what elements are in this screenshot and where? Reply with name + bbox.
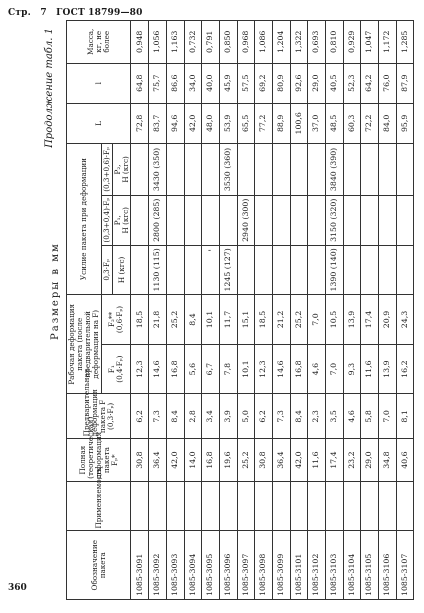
cell-usage <box>308 481 326 531</box>
cell-fp: 29,0 <box>361 439 379 482</box>
cell-l: 69,2 <box>255 63 273 103</box>
cell-L: 94,6 <box>166 103 184 143</box>
cell-p03 <box>184 245 202 295</box>
table-row <box>237 21 255 600</box>
table-row <box>202 21 220 600</box>
cell-p1 <box>131 195 149 245</box>
table-row <box>308 21 326 600</box>
cell-p1 <box>361 195 379 245</box>
cell-f: 3,5 <box>326 394 344 439</box>
cell-m: 0,948 <box>131 21 149 64</box>
cell-l: 64,8 <box>131 63 149 103</box>
col-f2 <box>101 295 131 345</box>
cell-id: 1085-3099 <box>272 531 290 600</box>
table-row <box>184 21 202 600</box>
cell-m: 0,791 <box>202 21 220 64</box>
cell-p03: 1245 (127) <box>219 245 237 295</box>
cell-p2 <box>255 143 273 195</box>
cell-f2: 11,7 <box>219 295 237 345</box>
cell-p03 <box>272 245 290 295</box>
cell-f: 7,3 <box>149 394 167 439</box>
col-force-03: 0,3·Fₚ <box>101 245 112 295</box>
cell-f1: 4,6 <box>308 344 326 394</box>
cell-id: 1085-3096 <box>219 531 237 600</box>
cell-fp: 14,0 <box>184 439 202 482</box>
cell-l: 34,0 <box>184 63 202 103</box>
cell-p03: 1390 (140) <box>326 245 344 295</box>
cell-f1: 12,3 <box>131 344 149 394</box>
col-force-07-sub <box>112 195 131 245</box>
cell-fp: 42,0 <box>166 439 184 482</box>
cell-fp: 36,4 <box>272 439 290 482</box>
cell-fp: 34,8 <box>379 439 397 482</box>
cell-L: 60,3 <box>343 103 361 143</box>
cell-id: 1085-3103 <box>326 531 344 600</box>
cell-f1: 6,7 <box>202 344 220 394</box>
cell-f: 6,2 <box>255 394 273 439</box>
cell-l: 64,2 <box>361 63 379 103</box>
cell-l: 40,0 <box>202 63 220 103</box>
cell-f: 3,9 <box>219 394 237 439</box>
cell-f2: 10,5 <box>326 295 344 345</box>
table-row <box>379 21 397 600</box>
cell-f2: 8,4 <box>184 295 202 345</box>
cell-m: 1,086 <box>255 21 273 64</box>
col-force-03-unit: Н (кгс) <box>112 245 131 295</box>
cell-l: 87,9 <box>396 63 414 103</box>
col-usage: Применяемость <box>67 481 131 531</box>
cell-f: 4,6 <box>343 394 361 439</box>
page-num: 7 <box>40 8 47 18</box>
cell-f: 3,4 <box>202 394 220 439</box>
col-force-09-unit: Н (кгс) <box>120 156 130 183</box>
cell-p03 <box>361 245 379 295</box>
cell-p1: 3150 (320) <box>326 195 344 245</box>
cell-fp: 17,4 <box>326 439 344 482</box>
cell-f2: 18,5 <box>131 295 149 345</box>
cell-p2 <box>272 143 290 195</box>
col-force-09: (0,3+0,6)·Fₚ <box>101 143 112 195</box>
cell-p2 <box>379 143 397 195</box>
col-force: Усилие пакета при деформации <box>67 143 102 294</box>
table-row <box>149 21 167 600</box>
cell-usage <box>290 481 308 531</box>
cell-p03 <box>237 245 255 295</box>
cell-L: 42,0 <box>184 103 202 143</box>
cell-m: 0,929 <box>343 21 361 64</box>
cell-p2 <box>396 143 414 195</box>
cell-f1: 9,3 <box>343 344 361 394</box>
cell-f2: 7,0 <box>308 295 326 345</box>
cell-id: 1085-3106 <box>379 531 397 600</box>
col-work-deformation: Рабочая деформация пакета (после предварительной деформации на F) <box>67 295 102 394</box>
cell-f2: 25,2 <box>290 295 308 345</box>
cell-p1 <box>379 195 397 245</box>
cell-f1: 16,8 <box>290 344 308 394</box>
col-force-09-p: P₂, <box>112 164 122 175</box>
cell-id: 1085-3097 <box>237 531 255 600</box>
cell-f1: 14,6 <box>272 344 290 394</box>
cell-id: 1085-3102 <box>308 531 326 600</box>
col-mass: Масса, кг, не более <box>67 21 131 64</box>
cell-m: 1,285 <box>396 21 414 64</box>
cell-p2 <box>343 143 361 195</box>
cell-id: 1085-3105 <box>361 531 379 600</box>
cell-usage <box>326 481 344 531</box>
cell-usage <box>166 481 184 531</box>
cell-L: 37,0 <box>308 103 326 143</box>
cell-l: 80,9 <box>272 63 290 103</box>
cell-p1 <box>184 195 202 245</box>
col-force-07-p: P₁, <box>112 215 122 226</box>
cell-L: 53,9 <box>219 103 237 143</box>
cell-f: 2,3 <box>308 394 326 439</box>
cell-f1: 12,3 <box>255 344 273 394</box>
cell-p03 <box>255 245 273 295</box>
cell-id: 1085-3094 <box>184 531 202 600</box>
col-f2-sub: (0,6·Fₚ) <box>115 305 125 334</box>
cell-p2 <box>290 143 308 195</box>
cell-f: 7,3 <box>272 394 290 439</box>
cell-p2 <box>166 143 184 195</box>
col-f2-label: F₂** <box>107 311 117 328</box>
table-body <box>131 21 414 600</box>
cell-f2: 21,2 <box>272 295 290 345</box>
cell-id: 1085-3107 <box>396 531 414 600</box>
cell-f: 8,1 <box>396 394 414 439</box>
cell-id: 1085-3092 <box>149 531 167 600</box>
cell-m: 1,047 <box>361 21 379 64</box>
cell-p03 <box>396 245 414 295</box>
cell-L: 83,7 <box>149 103 167 143</box>
cell-id: 1085-3091 <box>131 531 149 600</box>
cell-usage <box>237 481 255 531</box>
page-abbr: Стр. <box>8 8 31 18</box>
table-row <box>361 21 379 600</box>
cell-L: 72,2 <box>361 103 379 143</box>
cell-l: 86,6 <box>166 63 184 103</box>
cell-p2 <box>308 143 326 195</box>
cell-f: 2,8 <box>184 394 202 439</box>
cell-f: 5,0 <box>237 394 255 439</box>
table-row <box>255 21 273 600</box>
cell-id: 1085-3098 <box>255 531 273 600</box>
cell-m: 0,850 <box>219 21 237 64</box>
cell-L: 77,2 <box>255 103 273 143</box>
table-row <box>166 21 184 600</box>
cell-f2: 13,9 <box>343 295 361 345</box>
continuation-title: Продолжение табл. 1 <box>44 28 55 148</box>
cell-usage <box>184 481 202 531</box>
cell-id: 1085-3095 <box>202 531 220 600</box>
col-f1-sub: (0,4·Fₚ) <box>115 355 125 383</box>
col-f1 <box>101 344 131 394</box>
cell-p1 <box>396 195 414 245</box>
cell-p03 <box>379 245 397 295</box>
cell-L: 100,6 <box>290 103 308 143</box>
gost-code: ГОСТ 18799—80 <box>56 8 143 18</box>
cell-usage <box>255 481 273 531</box>
cell-L: 95,9 <box>396 103 414 143</box>
cell-l: 45,9 <box>219 63 237 103</box>
cell-usage <box>396 481 414 531</box>
cell-L: 84,0 <box>379 103 397 143</box>
table-row <box>326 21 344 600</box>
cell-f1: 14,6 <box>149 344 167 394</box>
cell-m: 1,204 <box>272 21 290 64</box>
cell-p2: 3530 (360) <box>219 143 237 195</box>
cell-fp: 23,2 <box>343 439 361 482</box>
cell-p03 <box>131 245 149 295</box>
cell-usage <box>219 481 237 531</box>
cell-p03 <box>308 245 326 295</box>
col-preliminary-deformation: Предварительная деформация пакета F (0,3·Fₚ) <box>67 394 131 439</box>
table-row <box>272 21 290 600</box>
cell-usage <box>149 481 167 531</box>
cell-fp: 42,0 <box>290 439 308 482</box>
cell-f1: 11,6 <box>361 344 379 394</box>
cell-f: 6,2 <box>131 394 149 439</box>
cell-f2: 21,8 <box>149 295 167 345</box>
table-row <box>290 21 308 600</box>
cell-p1: 2940 (300) <box>237 195 255 245</box>
cell-p2: 3430 (350) <box>149 143 167 195</box>
cell-usage <box>343 481 361 531</box>
cell-p03 <box>166 245 184 295</box>
cell-m: 1,056 <box>149 21 167 64</box>
cell-f2: 24,3 <box>396 295 414 345</box>
cell-f2: 18,5 <box>255 295 273 345</box>
cell-p03 <box>290 245 308 295</box>
cell-l: 29,0 <box>308 63 326 103</box>
cell-l: 92,6 <box>290 63 308 103</box>
cell-p03 <box>202 245 220 295</box>
cell-f1: 7,8 <box>219 344 237 394</box>
cell-usage <box>361 481 379 531</box>
cell-f1: 16,2 <box>396 344 414 394</box>
cell-fp: 16,8 <box>202 439 220 482</box>
cell-fp: 36,4 <box>149 439 167 482</box>
table-row <box>396 21 414 600</box>
cell-m: 0,810 <box>326 21 344 64</box>
col-force-09-sub <box>112 143 131 195</box>
col-L: L <box>67 103 131 143</box>
cell-p2 <box>131 143 149 195</box>
cell-f: 8,4 <box>166 394 184 439</box>
cell-p1 <box>255 195 273 245</box>
cell-p1 <box>166 195 184 245</box>
table-row <box>219 21 237 600</box>
cell-p1 <box>308 195 326 245</box>
cell-fp: 25,2 <box>237 439 255 482</box>
cell-p2: 3840 (390) <box>326 143 344 195</box>
cell-fp: 40,6 <box>396 439 414 482</box>
table-row <box>131 21 149 600</box>
cell-usage <box>202 481 220 531</box>
cell-p2 <box>202 143 220 195</box>
col-force-07-unit: Н (кгс) <box>120 207 130 234</box>
cell-usage <box>272 481 290 531</box>
cell-p1 <box>219 195 237 245</box>
cell-id: 1085-3093 <box>166 531 184 600</box>
cell-f: 7,0 <box>379 394 397 439</box>
cell-p2 <box>184 143 202 195</box>
cell-p1 <box>202 195 220 245</box>
rotated-table-area <box>42 20 410 600</box>
cell-L: 48,0 <box>202 103 220 143</box>
cell-p2 <box>361 143 379 195</box>
cell-l: 40,5 <box>326 63 344 103</box>
cell-f2: 20,9 <box>379 295 397 345</box>
col-l: l <box>67 63 131 103</box>
table-row <box>343 21 361 600</box>
cell-f2: 15,1 <box>237 295 255 345</box>
cell-L: 48,5 <box>326 103 344 143</box>
cell-f2: 17,4 <box>361 295 379 345</box>
cell-p1 <box>290 195 308 245</box>
cell-p2 <box>237 143 255 195</box>
cell-p1 <box>343 195 361 245</box>
page-number-footer: 360 <box>8 583 27 593</box>
cell-p1 <box>272 195 290 245</box>
col-full-deformation: Полная (теоретическая) деформация пакета Fₚ* <box>67 439 131 482</box>
cell-L: 88,9 <box>272 103 290 143</box>
cell-m: 1,172 <box>379 21 397 64</box>
cell-f: 8,4 <box>290 394 308 439</box>
cell-p03 <box>343 245 361 295</box>
dimensions-title: Размеры в мм <box>50 242 61 340</box>
page-header <box>8 8 149 18</box>
stray-mark: - <box>208 246 212 256</box>
cell-f1: 16,8 <box>166 344 184 394</box>
cell-L: 72,8 <box>131 103 149 143</box>
col-force-07: (0,3+0,4)·Fₚ <box>101 195 112 245</box>
spring-pack-table <box>66 20 414 600</box>
cell-fp: 30,8 <box>131 439 149 482</box>
cell-l: 52,3 <box>343 63 361 103</box>
cell-l: 76,0 <box>379 63 397 103</box>
cell-l: 57,5 <box>237 63 255 103</box>
cell-f1: 7,0 <box>326 344 344 394</box>
cell-m: 0,693 <box>308 21 326 64</box>
cell-f1: 10,1 <box>237 344 255 394</box>
col-designation: Обозначение пакета <box>67 531 131 600</box>
cell-usage <box>131 481 149 531</box>
cell-L: 65,5 <box>237 103 255 143</box>
cell-f2: 25,2 <box>166 295 184 345</box>
cell-fp: 19,6 <box>219 439 237 482</box>
cell-m: 0,732 <box>184 21 202 64</box>
cell-p1: 2800 (285) <box>149 195 167 245</box>
cell-f1: 13,9 <box>379 344 397 394</box>
cell-fp: 30,8 <box>255 439 273 482</box>
cell-m: 1,322 <box>290 21 308 64</box>
cell-usage <box>379 481 397 531</box>
cell-fp: 11,6 <box>308 439 326 482</box>
cell-f2: 10,1 <box>202 295 220 345</box>
cell-l: 75,7 <box>149 63 167 103</box>
cell-f: 5,8 <box>361 394 379 439</box>
col-f1-label: F₁ <box>107 365 117 374</box>
cell-p03: 1130 (115) <box>149 245 167 295</box>
cell-id: 1085-3101 <box>290 531 308 600</box>
cell-id: 1085-3104 <box>343 531 361 600</box>
cell-m: 0,968 <box>237 21 255 64</box>
cell-f1: 5,6 <box>184 344 202 394</box>
cell-m: 1,163 <box>166 21 184 64</box>
